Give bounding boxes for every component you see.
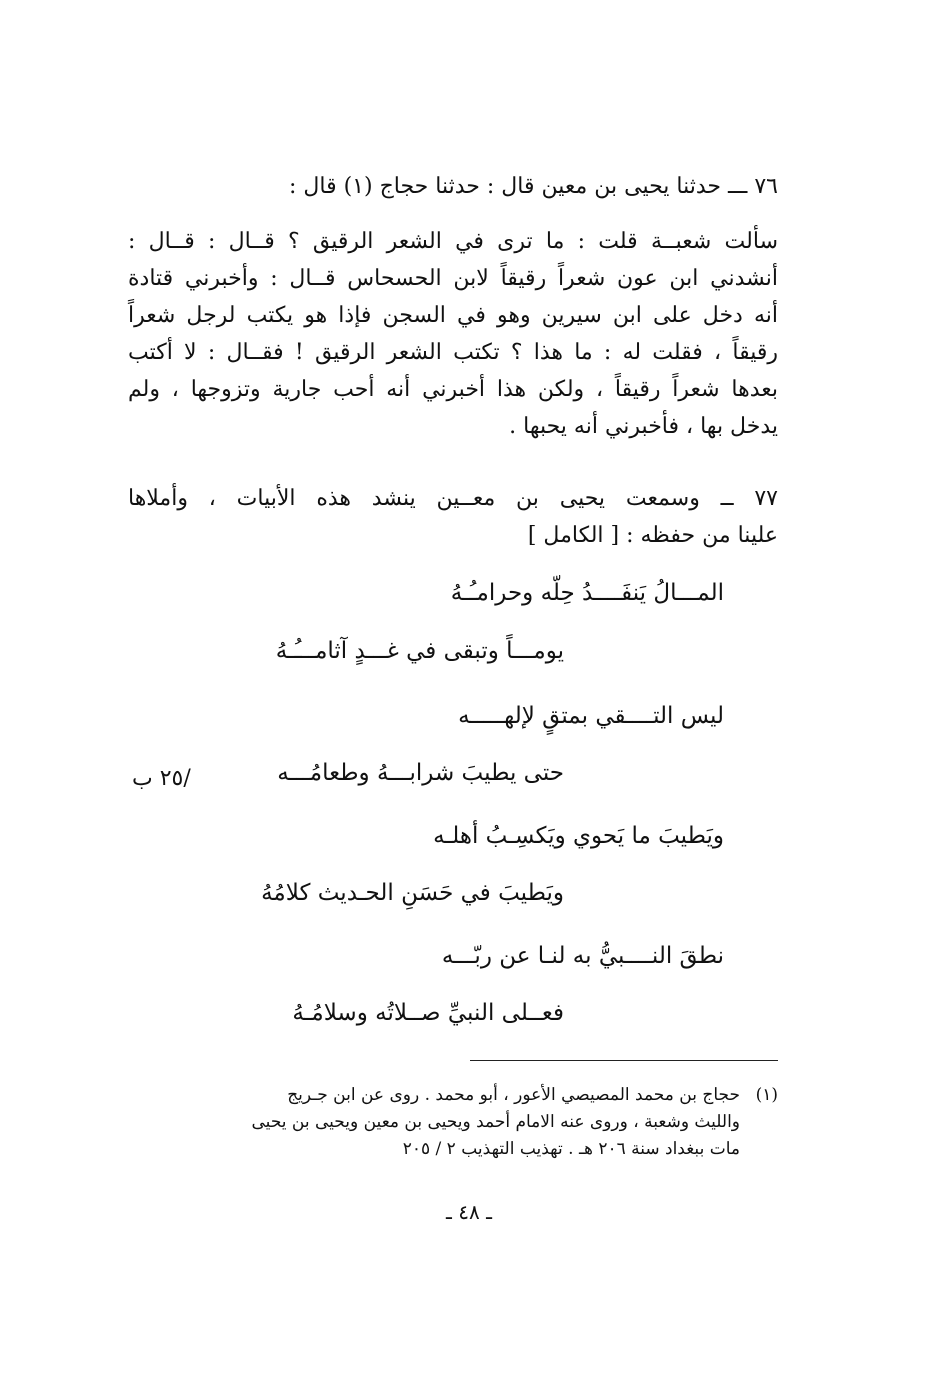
text-line: بعدها شعراً رقيقاً ، ولكن هذا أخبرني أنه أحب جارية وتزوجها ، ولم [128,377,778,402]
footnote-line: والليث وشعبة ، وروى عنه الامام أحمد ويحيى بن معين ويحيى بن يحيى [251,1112,740,1132]
footnote [128,1082,778,1163]
verse-line-3: ليس التــــقي بمتقٍ لإلهـــــه [458,703,724,729]
footnote-separator [470,1060,778,1061]
verse-line-5: ويَطيبَ ما يَحوي ويَكسِـبُ أهلـه [433,823,724,849]
verse-line-4: حتى يطيبَ شرابـــهُ وطعامُـــه [277,760,564,786]
text-line: أنه دخل على ابن سيرين وهو في السجن فإذا هو يكتب لرجل شعراً [128,303,778,328]
footnote-line: حجاج بن محمد المصيصي الأعور ، أبو محمد . روى عن ابن جـريج [287,1085,740,1105]
text-line: سألت شعبــة قلت : ما ترى في الشعر الرقيق ؟ قــال : قــال : [128,229,778,254]
text-line: أنشدني ابن عون شعراً رقيقاً لابن الحسحاس قــال : وأخبرني قتادة [128,266,778,291]
text-line: رقيقاً ، فقلت له : ما هذا ؟ تكتب الشعر الرقيق ! فقــال : لا أكتب [128,340,778,365]
verse-line-6: ويَطيبَ في حَسَنِ الحـديث كلامُهُ [261,880,564,906]
page-number: ـ ٤٨ ـ [446,1200,492,1224]
paragraph-76 [128,168,778,445]
text-line: ٧٦ ـــ حدثنا يحيى بن معين قال : حدثنا حجاج (١) قال : [288,174,778,199]
verse-line-1: المـــالُ يَنفَــــدُ حِلّه وحرامـُـهُ [450,580,724,606]
verse-line-8: فعــلى النبيِّ صــلاتُه وسلامُـهُ [292,1000,564,1026]
verse-line-7: نطقَ النــــبيُّ به لنـا عن ربّـــه [441,943,724,969]
footnote-line: مات ببغداد سنة ٢٠٦ هـ . تهذيب التهذيب ٢ / ٢٠٥ [402,1139,740,1159]
text-line: ٧٧ ــ وسمعت يحيى بن معــين ينشد هذه الأبيات ، وأملاها [128,486,778,511]
verse-line-2: يومـــاً وتبقى في غـــدٍ آثامـــُـهُ [275,638,564,664]
footnote-number: (١) [755,1085,778,1105]
footnote-text [128,1082,740,1163]
folio-margin-note: /٢٥ ب [132,766,191,791]
paragraph-77 [128,480,778,554]
text-line: يدخل بها ، فأخبرني أنه يحبها . [509,414,778,439]
text-line: علينا من حفظه : [ الكامل ] [527,523,778,548]
